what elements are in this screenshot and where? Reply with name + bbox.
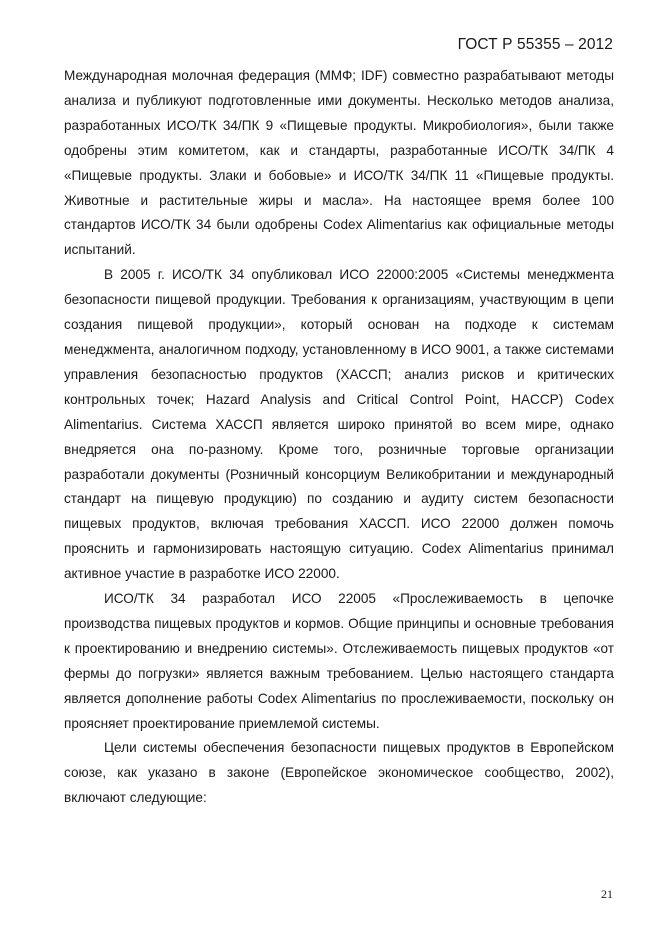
paragraph: В 2005 г. ИСО/ТК 34 опубликовал ИСО 22000:2005 «Системы менеджмента безопасности пищевой продукции. Требования к организациям, участвующим в цепи создания пищевой продукции», который основан на подходе к системам менеджмента, аналогичном подходу, установленному в ИСО 9001, а также системами управления безопасностью продуктов (ХАССП; анализ рисков и критических контрольных точек; Hazard Analysis and Critical Control Point, HACCP) Codex Alimentarius. Система ХАССП является широко принятой во всем мире, однако внедряется она по-разному. Кроме того, розничные торговые организации разработали документы (Розничный консорциум Великобритании и международный стандарт на пищевую продукцию) по созданию и аудиту систем безопасности пищевых продуктов, включая требования ХАССП. ИСО 22000 должен помочь прояснить и гармонизировать настоящую ситуацию. Codex Alimentarius принимал активное участие в разработке ИСО 22000.	[64, 267, 614, 582]
paragraph: Цели системы обеспечения безопасности пищевых продуктов в Европейском союзе, как указано в законе (Европейское экономическое сообщество, 2002), включают следующие:	[64, 740, 614, 806]
paragraph: ИСО/ТК 34 разработал ИСО 22005 «Прослеживаемость в цепочке производства пищевых продуктов и кормов. Общие принципы и основные требования к проектированию и внедрению системы». Отслеживаемость пищевых продуктов «от фермы до погрузки» является важным требованием. Целью настоящего стандарта является дополнение работы Codex Alimentarius по прослеживаемости, поскольку он проясняет проектирование приемлемой системы.	[64, 591, 614, 731]
page-number: 21	[601, 887, 613, 901]
paragraph: Международная молочная федерация (ММФ; IDF) совместно разрабатывают методы анализа и публикуют подготовленные ими документы. Несколько методов анализа, разработанных ИСО/ТК 34/ПК 9 «Пищевые продукты. Микробиология», были также одобрены этим комитетом, как и стандарты, разработанные ИСО/ТК 34/ПК 4 «Пищевые продукты. Злаки и бобовые» и ИСО/ТК 34/ПК 11 «Пищевые продукты. Животные и растительные жиры и масла». На настоящее время более 100 стандартов ИСО/ТК 34 были одобрены Codex Alimentarius как официальные методы испытаний.	[64, 68, 614, 258]
document-body	[64, 64, 614, 811]
document-header: ГОСТ Р 55355 – 2012	[457, 36, 613, 53]
